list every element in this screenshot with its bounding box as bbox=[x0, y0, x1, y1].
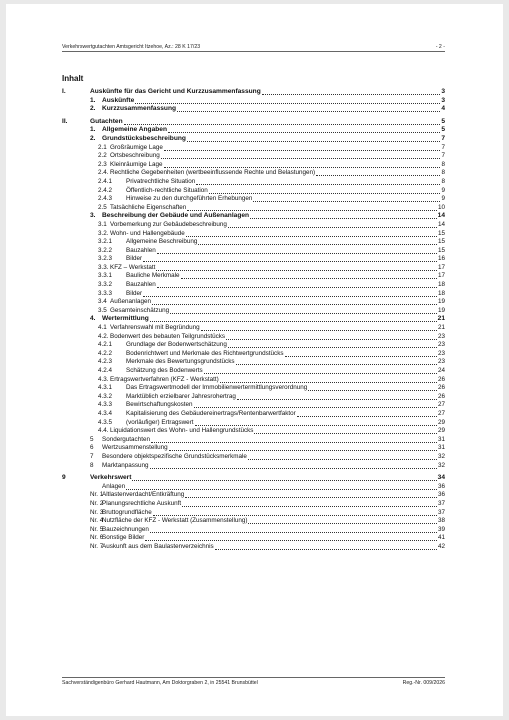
toc-entry bbox=[62, 105, 445, 114]
toc-entry-number: 2. bbox=[90, 105, 96, 113]
toc-dot-leader bbox=[164, 144, 441, 151]
toc-entry bbox=[62, 264, 445, 273]
toc-entry bbox=[62, 376, 445, 385]
toc-entry-number: 6 bbox=[90, 444, 94, 452]
toc-entry-number: 4. bbox=[90, 315, 96, 323]
toc-entry-number: 3.3.3 bbox=[98, 289, 113, 297]
toc-entry-number: 4.2.2 bbox=[98, 349, 113, 357]
toc-entry bbox=[62, 436, 445, 445]
toc-entry-page-number: 26 bbox=[437, 392, 445, 400]
toc-entry-number: 4.2. bbox=[98, 332, 109, 340]
toc-entry-page-number: 37 bbox=[437, 499, 445, 507]
toc-entry bbox=[62, 126, 445, 135]
toc-entry-page-number: 9 bbox=[441, 186, 445, 194]
toc-entry-number: 5 bbox=[90, 435, 94, 443]
toc-entry bbox=[62, 444, 445, 453]
toc-dot-leader bbox=[153, 509, 437, 516]
toc-entry-title: Kurzzusammenfassung bbox=[102, 105, 177, 113]
toc-entry-page-number: 21 bbox=[437, 324, 445, 332]
toc-entry-page-number: 36 bbox=[437, 482, 445, 490]
toc-entry-title: Kapitalisierung des Gebäudereinertrags/Rentenbarwertfaktor bbox=[126, 409, 296, 417]
toc-entry-page-number: 21 bbox=[437, 315, 445, 323]
toc-entry-title: Besondere objektspezifische Grundstücksmerkmale bbox=[102, 452, 247, 460]
toc-entry bbox=[62, 474, 445, 483]
toc-entry-page-number: 8 bbox=[441, 169, 445, 177]
toc-entry bbox=[62, 307, 445, 316]
toc-entry-title: Auskünfte bbox=[102, 96, 135, 104]
toc-entry-number: Nr. 7 bbox=[90, 542, 104, 550]
toc-entry-title: Wertermittlung bbox=[102, 315, 149, 323]
toc-entry-title: Altlastenverdacht/Entkräftung bbox=[102, 491, 185, 499]
toc-dot-leader bbox=[198, 238, 437, 245]
toc-entry bbox=[62, 401, 445, 410]
toc-dot-leader bbox=[145, 534, 437, 541]
toc-entry-title: Öffentlich-rechtliche Situation bbox=[126, 186, 208, 194]
toc-entry bbox=[62, 526, 445, 535]
toc-dot-leader bbox=[204, 367, 437, 374]
toc-entry bbox=[62, 350, 445, 359]
toc-entry-number: 2.4.1 bbox=[98, 177, 113, 185]
toc-entry-title: Kleinräumige Lage bbox=[110, 160, 163, 168]
toc-entry-number: 4.3.5 bbox=[98, 418, 113, 426]
toc-entry-number: 3.2.2 bbox=[98, 246, 113, 254]
toc-dot-leader bbox=[135, 97, 440, 104]
toc-entry-title: Ortsbeschreibung bbox=[110, 152, 160, 160]
toc-entry bbox=[62, 281, 445, 290]
toc-dot-leader bbox=[124, 118, 441, 125]
toc-entry bbox=[62, 427, 445, 436]
toc-entry-number: 8 bbox=[90, 461, 94, 469]
toc-entry-title: Planungsrechtliche Auskunft bbox=[102, 499, 182, 507]
toc-entry-number: I. bbox=[62, 88, 66, 95]
toc-entry-number: 4.2.4 bbox=[98, 367, 113, 374]
page-footer bbox=[62, 677, 445, 686]
toc-entry-page-number: 7 bbox=[441, 152, 445, 160]
toc-entry-number: 1. bbox=[90, 96, 96, 104]
toc-entry bbox=[62, 204, 445, 213]
header-page-number: - 2 - bbox=[435, 44, 445, 50]
toc-entry-page-number: 15 bbox=[437, 229, 445, 237]
table-of-contents bbox=[62, 88, 445, 551]
toc-entry-title: Bruttogrundfläche bbox=[102, 508, 152, 516]
toc-dot-leader bbox=[316, 169, 440, 176]
toc-entry-page-number: 39 bbox=[437, 525, 445, 533]
toc-entry-number: 4.3.1 bbox=[98, 384, 113, 392]
toc-entry-page-number: 18 bbox=[437, 281, 445, 289]
toc-entry bbox=[62, 88, 445, 97]
toc-heading: Inhalt bbox=[62, 74, 84, 83]
toc-entry bbox=[62, 272, 445, 281]
toc-dot-leader bbox=[151, 436, 437, 443]
footer-office-address: Sachverständigenbüro Gerhard Hautmann, Am Doktorgraben 2, in 25541 Brunsbüttel bbox=[62, 680, 258, 686]
toc-entry bbox=[62, 195, 445, 204]
toc-entry bbox=[62, 255, 445, 264]
toc-entry-number: 2.4.3 bbox=[98, 195, 113, 203]
toc-entry-page-number: 19 bbox=[437, 306, 445, 314]
toc-entry-page-number: 5 bbox=[441, 117, 445, 125]
toc-entry-page-number: 41 bbox=[437, 534, 445, 542]
toc-entry bbox=[62, 238, 445, 247]
toc-entry-page-number: 4 bbox=[441, 105, 445, 113]
toc-entry-page-number: 32 bbox=[437, 452, 445, 460]
toc-entry bbox=[62, 483, 445, 492]
toc-dot-leader bbox=[143, 290, 437, 297]
toc-entry bbox=[62, 393, 445, 402]
toc-entry-title: Wohn- und Hallengebäude bbox=[110, 229, 185, 237]
toc-entry-title: Bilder bbox=[126, 289, 143, 297]
toc-entry-page-number: 27 bbox=[437, 409, 445, 417]
toc-entry-number: 3.5 bbox=[98, 306, 107, 314]
toc-entry bbox=[62, 324, 445, 333]
document-page bbox=[6, 4, 503, 716]
toc-entry-page-number: 23 bbox=[437, 358, 445, 366]
toc-entry-title: Außenanlagen bbox=[110, 298, 151, 306]
toc-entry-page-number: 23 bbox=[437, 341, 445, 349]
toc-entry-title: Bodenwert des bebauten Teilgrundstücks bbox=[110, 332, 226, 340]
toc-entry-number: 3.3.2 bbox=[98, 281, 113, 289]
toc-entry-number: Nr. 6 bbox=[90, 534, 104, 542]
toc-entry-number: 3.4 bbox=[98, 298, 107, 306]
toc-entry bbox=[62, 178, 445, 187]
toc-entry-page-number: 3 bbox=[441, 88, 445, 95]
toc-dot-leader bbox=[185, 491, 437, 498]
toc-entry bbox=[62, 543, 445, 552]
toc-entry-page-number: 29 bbox=[437, 427, 445, 435]
toc-entry-page-number: 17 bbox=[437, 272, 445, 280]
toc-entry-number: II. bbox=[62, 117, 68, 125]
toc-dot-leader bbox=[150, 526, 437, 533]
toc-entry-number: 4.2.3 bbox=[98, 358, 113, 366]
toc-entry-number: 4.1 bbox=[98, 324, 107, 332]
toc-entry-title: Grundstücksbeschreibung bbox=[102, 134, 186, 142]
toc-dot-leader bbox=[285, 350, 437, 357]
toc-entry-page-number: 36 bbox=[437, 491, 445, 499]
toc-entry-title: Gutachten bbox=[90, 117, 123, 125]
toc-entry-number: 3.3. bbox=[98, 263, 109, 271]
toc-dot-leader bbox=[196, 178, 440, 185]
toc-entry bbox=[62, 212, 445, 221]
toc-entry-page-number: 15 bbox=[437, 238, 445, 246]
toc-entry-page-number: 7 bbox=[441, 134, 445, 142]
toc-entry-title: Rechtliche Gegebenheiten (wertbeeinflussende Rechte und Belastungen) bbox=[110, 169, 316, 177]
toc-entry-title: Merkmale des Bewertungsgrundstücks bbox=[126, 358, 235, 366]
toc-entry bbox=[62, 290, 445, 299]
toc-entry-page-number: 37 bbox=[437, 508, 445, 516]
toc-entry-page-number: 8 bbox=[441, 160, 445, 168]
toc-entry-page-number: 17 bbox=[437, 263, 445, 271]
toc-entry-number: 2.4.2 bbox=[98, 186, 113, 194]
toc-entry-page-number: 10 bbox=[437, 203, 445, 211]
toc-entry-number: Nr. 2 bbox=[90, 499, 104, 507]
toc-dot-leader bbox=[228, 341, 437, 348]
toc-entry-title: Bauzahlen bbox=[126, 246, 156, 254]
toc-entry-page-number: 5 bbox=[441, 126, 445, 134]
toc-entry-title: Beschreibung der Gebäude und Außenanlagen bbox=[102, 212, 250, 220]
toc-entry-title: Verkehrswert bbox=[90, 474, 132, 482]
toc-entry-number: Nr. 1 bbox=[90, 491, 104, 499]
toc-entry-page-number: 26 bbox=[437, 375, 445, 383]
toc-entry-number: 3.1 bbox=[98, 220, 107, 228]
toc-dot-leader bbox=[236, 358, 437, 365]
toc-entry-page-number: 14 bbox=[437, 220, 445, 228]
toc-entry bbox=[62, 462, 445, 471]
toc-entry-page-number: 18 bbox=[437, 289, 445, 297]
toc-entry bbox=[62, 358, 445, 367]
toc-entry bbox=[62, 152, 445, 161]
toc-dot-leader bbox=[169, 444, 437, 451]
toc-entry bbox=[62, 97, 445, 106]
toc-dot-leader bbox=[168, 126, 440, 133]
toc-dot-leader bbox=[164, 161, 441, 168]
toc-dot-leader bbox=[250, 212, 437, 219]
toc-entry bbox=[62, 517, 445, 526]
toc-entry-title: Grundlage der Bodenwertschätzung bbox=[126, 341, 227, 349]
toc-entry-number: 4.3.4 bbox=[98, 409, 113, 417]
toc-entry-page-number: 31 bbox=[437, 435, 445, 443]
toc-dot-leader bbox=[187, 204, 437, 211]
footer-registration-number: Reg.-Nr. 009/2026 bbox=[402, 680, 445, 686]
toc-entry-page-number: 14 bbox=[437, 212, 445, 220]
toc-entry-page-number: 23 bbox=[437, 349, 445, 357]
toc-entry-page-number: 27 bbox=[437, 401, 445, 409]
toc-entry-title: Marktüblich erzielbarer Jahresrohertrag bbox=[126, 392, 236, 400]
toc-dot-leader bbox=[254, 427, 437, 434]
toc-entry-title: Sonstige Bilder bbox=[102, 534, 145, 542]
toc-entry-number: 3.2.3 bbox=[98, 255, 113, 263]
toc-entry-title: Sondergutachten bbox=[102, 435, 150, 443]
toc-dot-leader bbox=[157, 281, 437, 288]
toc-entry-number: 3. bbox=[90, 212, 96, 220]
toc-entry bbox=[62, 135, 445, 144]
toc-dot-leader bbox=[195, 419, 437, 426]
toc-dot-leader bbox=[152, 298, 437, 305]
toc-dot-leader bbox=[308, 384, 437, 391]
toc-dot-leader bbox=[237, 393, 437, 400]
toc-entry bbox=[62, 118, 445, 127]
toc-entry-number: Nr. 5 bbox=[90, 525, 104, 533]
toc-entry-title: Bauzeichnungen bbox=[102, 525, 149, 533]
toc-entry-page-number: 29 bbox=[437, 418, 445, 426]
toc-entry bbox=[62, 491, 445, 500]
toc-entry bbox=[62, 500, 445, 509]
toc-entry-page-number: 8 bbox=[441, 177, 445, 185]
toc-entry-title: Liquidationswert des Wohn- und Hallengrundstücks bbox=[110, 427, 254, 435]
toc-dot-leader bbox=[220, 376, 437, 383]
toc-entry-page-number: 9 bbox=[441, 195, 445, 203]
toc-entry-title: Privatrechtliche Situation bbox=[126, 177, 196, 185]
toc-dot-leader bbox=[297, 410, 437, 417]
toc-entry bbox=[62, 247, 445, 256]
header-case-reference: Verkehrswertgutachten Amtsgericht Itzehoe, Az.: 28 K 17/23 bbox=[62, 44, 201, 50]
toc-entry-title: Das Ertragswertmodell der Immobilienwertermittlungsverordnung bbox=[126, 384, 308, 392]
toc-dot-leader bbox=[262, 88, 441, 95]
toc-entry bbox=[62, 230, 445, 239]
toc-entry-title: Verfahrenswahl mit Begründung bbox=[110, 324, 200, 332]
page-header bbox=[62, 44, 445, 52]
toc-entry bbox=[62, 169, 445, 178]
toc-entry-page-number: 24 bbox=[437, 367, 445, 374]
toc-dot-leader bbox=[187, 135, 440, 142]
toc-dot-leader bbox=[177, 105, 440, 112]
toc-entry-number: 2. bbox=[90, 134, 96, 142]
toc-entry-number: 4.3. bbox=[98, 375, 109, 383]
toc-entry-number: Nr. 3 bbox=[90, 508, 104, 516]
toc-dot-leader bbox=[182, 500, 437, 507]
toc-entry-title: Nutzfläche der KFZ - Werkstatt (Zusammenstellung) bbox=[102, 517, 248, 525]
toc-dot-leader bbox=[253, 195, 440, 202]
toc-entry-page-number: 32 bbox=[437, 461, 445, 469]
toc-dot-leader bbox=[150, 462, 437, 469]
toc-entry bbox=[62, 144, 445, 153]
toc-entry-title: Bilder bbox=[126, 255, 143, 263]
toc-dot-leader bbox=[201, 324, 437, 331]
toc-dot-leader bbox=[157, 247, 437, 254]
toc-entry-number: 2.3 bbox=[98, 160, 107, 168]
toc-entry-page-number: 19 bbox=[437, 298, 445, 306]
toc-entry bbox=[62, 534, 445, 543]
toc-entry bbox=[62, 509, 445, 518]
toc-entry-title: (vorläufiger) Ertragswert bbox=[126, 418, 194, 426]
toc-entry bbox=[62, 367, 445, 376]
toc-entry-title: Allgemeine Angaben bbox=[102, 126, 167, 134]
toc-entry-page-number: 31 bbox=[437, 444, 445, 452]
toc-entry-number: 2.2 bbox=[98, 152, 107, 160]
toc-entry bbox=[62, 187, 445, 196]
toc-entry bbox=[62, 384, 445, 393]
toc-dot-leader bbox=[143, 255, 437, 262]
toc-entry bbox=[62, 161, 445, 170]
toc-entry-title: Auskunft aus dem Baulastenverzeichnis bbox=[102, 542, 214, 550]
toc-entry-title: Bewirtschaftungskosten bbox=[126, 401, 193, 409]
toc-entry-title: KFZ – Werkstatt bbox=[110, 263, 156, 271]
toc-entry bbox=[62, 315, 445, 324]
toc-entry-title: Gesamteinschätzung bbox=[110, 306, 170, 314]
toc-dot-leader bbox=[194, 401, 437, 408]
toc-entry-title: Anlagen bbox=[102, 482, 126, 490]
toc-entry-title: Ertragswertverfahren (KFZ - Werkstatt) bbox=[110, 375, 219, 383]
toc-entry bbox=[62, 341, 445, 350]
toc-dot-leader bbox=[228, 221, 437, 228]
toc-entry-number: 4.3.3 bbox=[98, 401, 113, 409]
toc-entry bbox=[62, 333, 445, 342]
toc-entry-number: 3.3.1 bbox=[98, 272, 113, 280]
toc-entry-number: 2.4. bbox=[98, 169, 109, 177]
toc-entry-title: Allgemeine Beschreibung bbox=[126, 238, 198, 246]
toc-entry-title: Großräumige Lage bbox=[110, 143, 163, 151]
toc-entry-title: Vorbemerkung zur Gebäudebeschreibung bbox=[110, 220, 227, 228]
toc-dot-leader bbox=[132, 474, 436, 481]
toc-entry-page-number: 26 bbox=[437, 384, 445, 392]
toc-entry-title: Hinweise zu den durchgeführten Erhebungen bbox=[126, 195, 253, 203]
toc-entry-page-number: 34 bbox=[437, 474, 445, 482]
toc-dot-leader bbox=[170, 307, 437, 314]
toc-entry-title: Bauzahlen bbox=[126, 281, 156, 289]
toc-entry-number: 4.4. bbox=[98, 427, 109, 435]
toc-entry bbox=[62, 410, 445, 419]
toc-entry-number: 1. bbox=[90, 126, 96, 134]
toc-entry-title: Tatsächliche Eigenschaften bbox=[110, 203, 187, 211]
toc-dot-leader bbox=[186, 230, 437, 237]
toc-entry-title: Bodenrichtwert und Merkmale des Richtwertgrundstücks bbox=[126, 349, 284, 357]
toc-dot-leader bbox=[248, 453, 437, 460]
toc-entry-page-number: 7 bbox=[441, 143, 445, 151]
toc-entry-number: 3.2.1 bbox=[98, 238, 113, 246]
toc-dot-leader bbox=[150, 315, 437, 322]
toc-entry-number: 4.2.1 bbox=[98, 341, 113, 349]
toc-entry-page-number: 38 bbox=[437, 517, 445, 525]
toc-entry bbox=[62, 221, 445, 230]
toc-entry bbox=[62, 419, 445, 428]
toc-dot-leader bbox=[181, 272, 437, 279]
toc-entry-page-number: 3 bbox=[441, 96, 445, 104]
toc-entry-page-number: 15 bbox=[437, 246, 445, 254]
toc-dot-leader bbox=[126, 483, 437, 490]
toc-entry-page-number: 16 bbox=[437, 255, 445, 263]
toc-entry-title: Schätzung des Bodenwerts bbox=[126, 367, 203, 374]
toc-entry-page-number: 42 bbox=[437, 542, 445, 550]
toc-entry-title: Wertzusammenstellung bbox=[102, 444, 168, 452]
toc-entry bbox=[62, 453, 445, 462]
toc-entry bbox=[62, 298, 445, 307]
toc-dot-leader bbox=[226, 333, 437, 340]
toc-dot-leader bbox=[215, 543, 437, 550]
toc-entry-title: Auskünfte für das Gericht und Kurzzusammenfassung bbox=[90, 88, 261, 95]
toc-entry-number: 7 bbox=[90, 452, 94, 460]
toc-entry-page-number: 23 bbox=[437, 332, 445, 340]
toc-entry-number: 2.1 bbox=[98, 143, 107, 151]
toc-entry-number: 9 bbox=[62, 474, 66, 482]
toc-entry-title: Bauliche Merkmale bbox=[126, 272, 180, 280]
toc-dot-leader bbox=[161, 152, 441, 159]
toc-entry-number: 4.3.2 bbox=[98, 392, 113, 400]
toc-entry-number: Nr. 4 bbox=[90, 517, 104, 525]
toc-dot-leader bbox=[156, 264, 437, 271]
toc-dot-leader bbox=[209, 187, 441, 194]
toc-dot-leader bbox=[248, 517, 437, 524]
toc-entry-title: Marktanpassung bbox=[102, 461, 149, 469]
toc-entry-number: 3.2. bbox=[98, 229, 109, 237]
toc-entry-number: 2.5 bbox=[98, 203, 107, 211]
